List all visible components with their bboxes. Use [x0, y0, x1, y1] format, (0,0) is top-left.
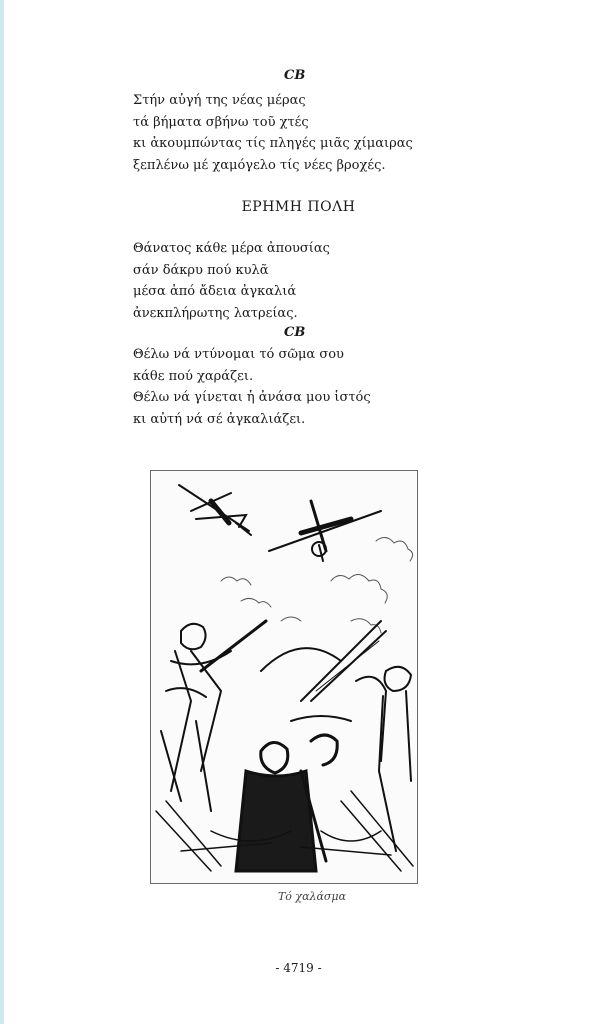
artillery-gun: [261, 621, 386, 721]
airplane-left: [179, 485, 251, 535]
poem-line: Θάνατος κάθε μέρα ἀπουσίας: [133, 241, 330, 256]
poem-line: τά βήματα σβήνω τοῦ χτές: [133, 114, 309, 130]
poem-stanza-2: [133, 238, 423, 324]
poem-line: κι αὐτή νά σέ ἀγκαλιάζει.: [133, 411, 306, 427]
clouds: [221, 537, 413, 633]
poem-line: Θέλω νά γίνεται ἡ ἀνάσα μου ἱστός: [133, 390, 371, 405]
ink-illustration: [150, 470, 418, 884]
poem-line: ξεπλένω μέ χαμόγελο τίς νέες βροχές.: [133, 157, 386, 173]
poem-stanza-1: [133, 90, 423, 176]
poem-line: σάν δάκρυ πού κυλᾶ: [133, 262, 269, 278]
poem-line: ἀνεκπλήρωτης λατρείας.: [133, 305, 298, 321]
war-sketch: [151, 471, 417, 883]
section-ornament: CB: [284, 325, 306, 340]
page-edge: [0, 0, 4, 1024]
figure-central: [236, 735, 337, 871]
poem-line: μέσα ἀπό ἄδεια ἀγκαλιά: [133, 284, 297, 299]
poem-title: ΕΡΗΜΗ ΠΟΛΗ: [241, 199, 356, 215]
airplane-right: [269, 501, 381, 561]
poem-stanza-3: [133, 344, 423, 430]
poem-line: Θέλω νά ντύνομαι τό σῶμα σου: [133, 347, 344, 362]
figure-right: [356, 667, 411, 851]
section-ornament: CB: [284, 68, 306, 83]
poem-line: κι ἀκουμπώντας τίς πληγές μιᾶς χίμαιρας: [133, 136, 413, 151]
page-number: - 4719 -: [275, 961, 322, 975]
poem-line: κάθε πού χαράζει.: [133, 368, 254, 384]
poem-line: Στήν αὐγή της νέας μέρας: [133, 93, 306, 108]
artist-signature: Τό χαλάσμα: [277, 890, 347, 903]
